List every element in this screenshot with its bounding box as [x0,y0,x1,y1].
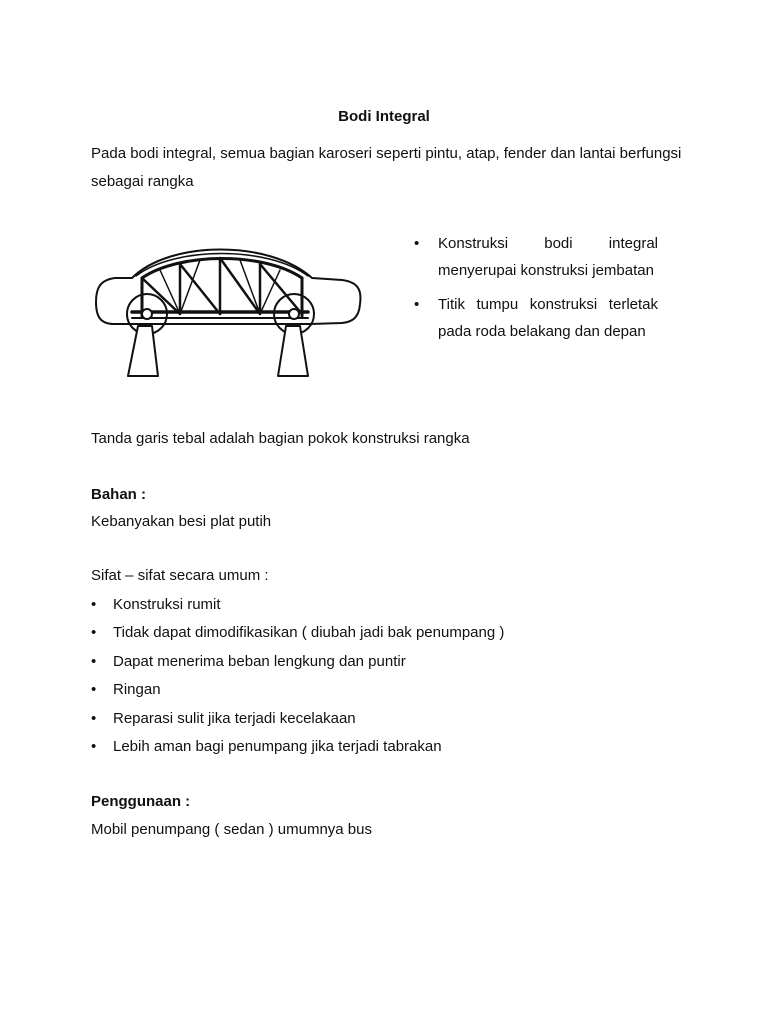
side-bullet-item: • Titik tumpu konstruksi terletak pada roda belakang dan depan [412,291,658,345]
intro-paragraph: Pada bodi integral, semua bagian karoseri seperti pintu, atap, fender dan lantai berfungsi sebagai rangka [91,145,682,190]
list-item: • Ringan [91,678,504,706]
list-item: • Tidak dapat dimodifikasikan ( diubah jadi bak penumpang ) [91,621,504,649]
car-body-bridge-truss-illustration [80,230,382,390]
list-item: • Reparasi sulit jika terjadi kecelakaan [91,707,504,735]
usage-text: Mobil penumpang ( sedan ) umumnya bus [91,821,372,838]
note-text: Tanda garis tebal adalah bagian pokok konstruksi rangka [91,430,470,447]
list-item: • Dapat menerima beban lengkung dan puntir [91,650,504,678]
properties-heading: Sifat – sifat secara umum : [91,567,269,584]
list-item: • Lebih aman bagi penumpang jika terjadi tabrakan [91,735,504,763]
document-title: Bodi Integral [338,108,430,125]
usage-heading: Penggunaan : [91,793,191,810]
properties-list [91,593,504,763]
side-bullet-item: • Konstruksi bodi integral menyerupai konstruksi jembatan [412,230,658,284]
material-text: Kebanyakan besi plat putih [91,513,272,530]
car-bridge-figure [80,230,382,390]
material-heading: Bahan : [91,486,147,503]
side-bullet-list [412,230,658,352]
list-item: • Konstruksi rumit [91,593,504,621]
